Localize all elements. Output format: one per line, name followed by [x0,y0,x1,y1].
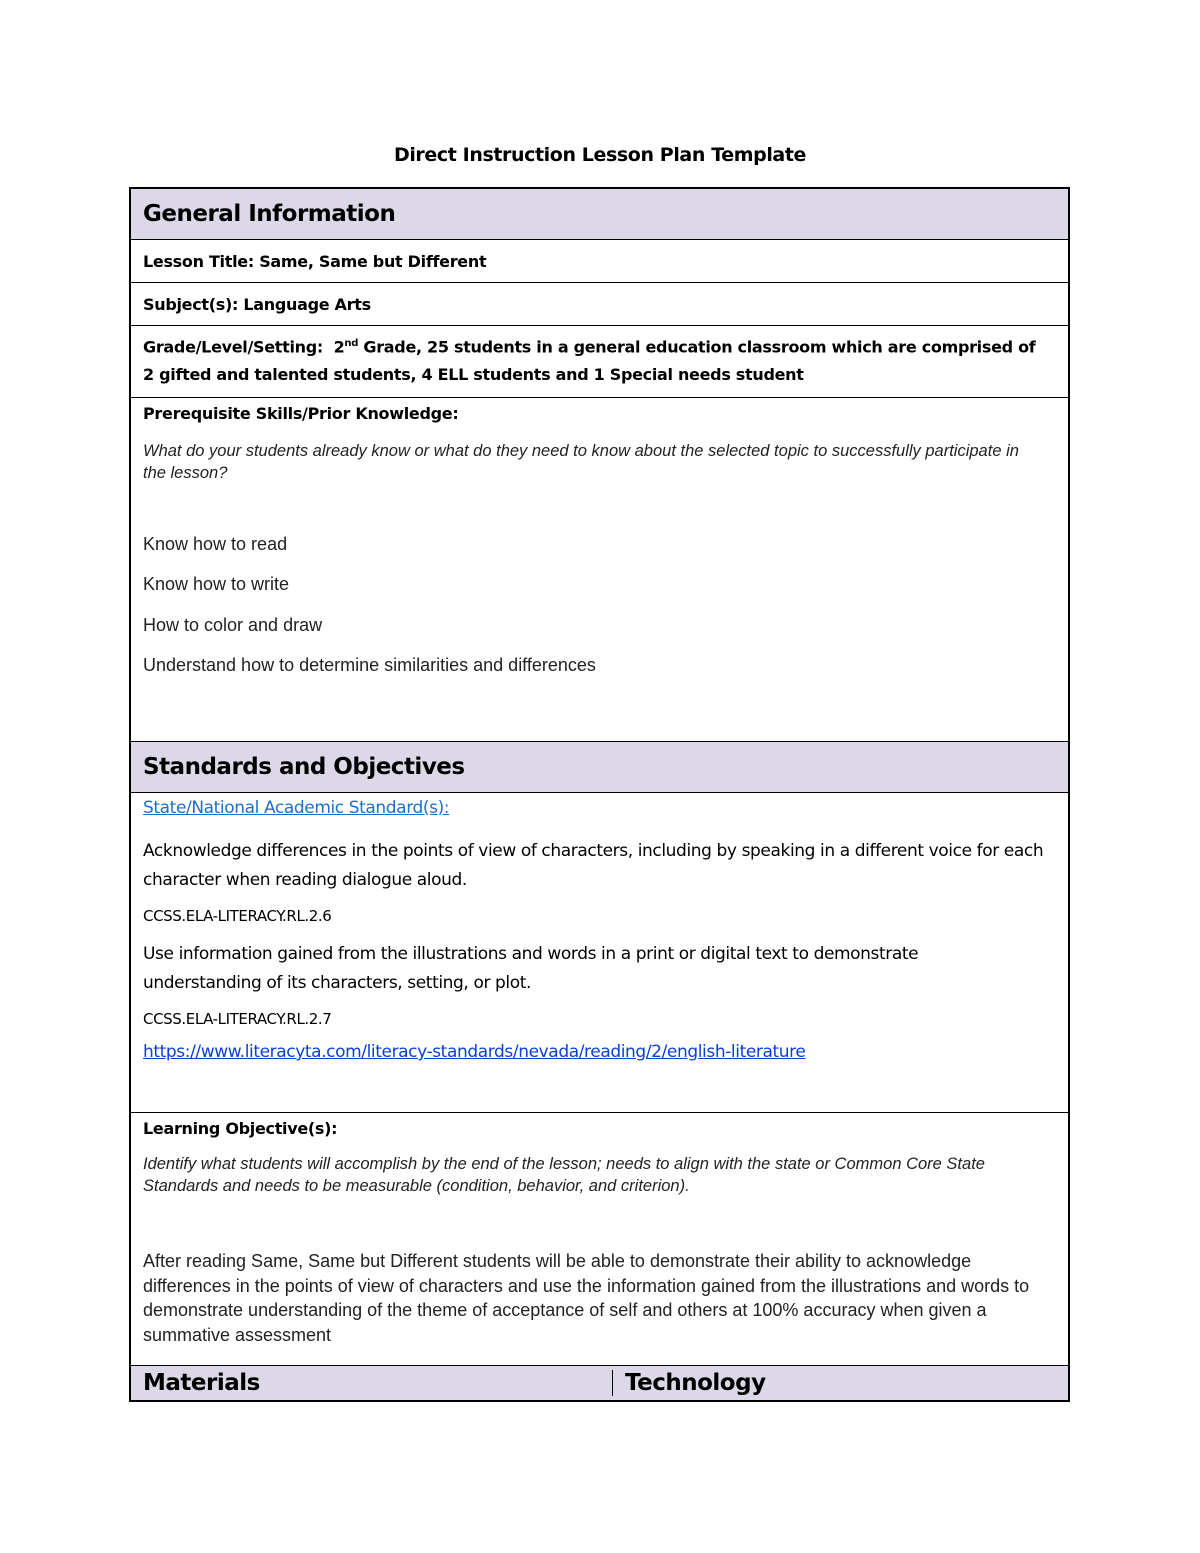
grade-description-line-2: 2 gifted and talented students, 4 ELL students and 1 Special needs student [143,365,804,385]
general-information-title: General Information [143,201,396,227]
learning-objective-note: Identify what students will accomplish by the end of the lesson; needs to align with the state or Common Core State Standards and needs to be measurable (condition, behavior, and criterion). [143,1155,985,1195]
prerequisite-item: Understand how to determine similarities and differences [143,655,596,675]
prerequisite-label: Prerequisite Skills/Prior Knowledge: [143,404,459,423]
grade-number: 2 [333,337,345,357]
grade-description-line-1: Grade, 25 students in a general education classroom which are comprised of [358,337,1036,357]
prerequisite-note: What do your students already know or what do they need to know about the selected topic to successfully participate in the lesson? [143,442,1019,482]
lesson-plan-table [129,187,1070,1402]
technology-header: Technology [625,1370,766,1396]
learning-objectives-row [131,1113,1068,1366]
prerequisite-item: Know how to write [143,574,290,594]
standards-objectives-title: Standards and Objectives [143,754,465,780]
materials-technology-header [131,1366,1068,1400]
subjects: Subject(s): Language Arts [143,294,371,314]
standard-2-text: Use information gained from the illustrations and words in a print or digital text to demonstrate understanding of its characters, setting, or plot. [143,944,919,993]
subjects-row [131,283,1068,326]
standards-source-link[interactable]: https://www.literacyta.com/literacy-standards/nevada/reading/2/english-literature [143,1042,806,1062]
materials-header: Materials [131,1370,613,1396]
prerequisite-item: How to color and draw [143,615,323,635]
grade-level-setting-row [131,326,1068,398]
prerequisite-list [143,534,1056,676]
prerequisite-skills-row [131,398,1068,742]
document-title: Direct Instruction Lesson Plan Template [393,144,807,166]
lesson-title-row [131,240,1068,283]
standards-objectives-header [131,742,1068,793]
learning-objective-text: After reading Same, Same but Different students will be able to demonstrate their ability to acknowledge differences in the points of view of characters and use the information gained from the illustrations and words to demonstrate understanding of the theme of acceptance of self and others at 100% accuracy when given a summative assessment [143,1251,1030,1345]
lesson-title: Lesson Title: Same, Same but Different [143,251,487,271]
learning-objective-label: Learning Objective(s): [143,1119,338,1138]
standard-2-code: CCSS.ELA-LITERACY.RL.2.7 [143,1010,332,1028]
prerequisite-item: Know how to read [143,534,288,554]
academic-standard-label: State/National Academic Standard(s): [143,798,450,818]
grade-suffix: nd [344,338,359,349]
general-information-header [131,189,1068,240]
standard-1-text: Acknowledge differences in the points of view of characters, including by speaking in a different voice for each character when reading dialogue aloud. [143,841,1044,890]
academic-standards-row [131,793,1068,1113]
standard-1-code: CCSS.ELA-LITERACY.RL.2.6 [143,907,332,925]
grade-label: Grade/Level/Setting: [143,337,324,357]
